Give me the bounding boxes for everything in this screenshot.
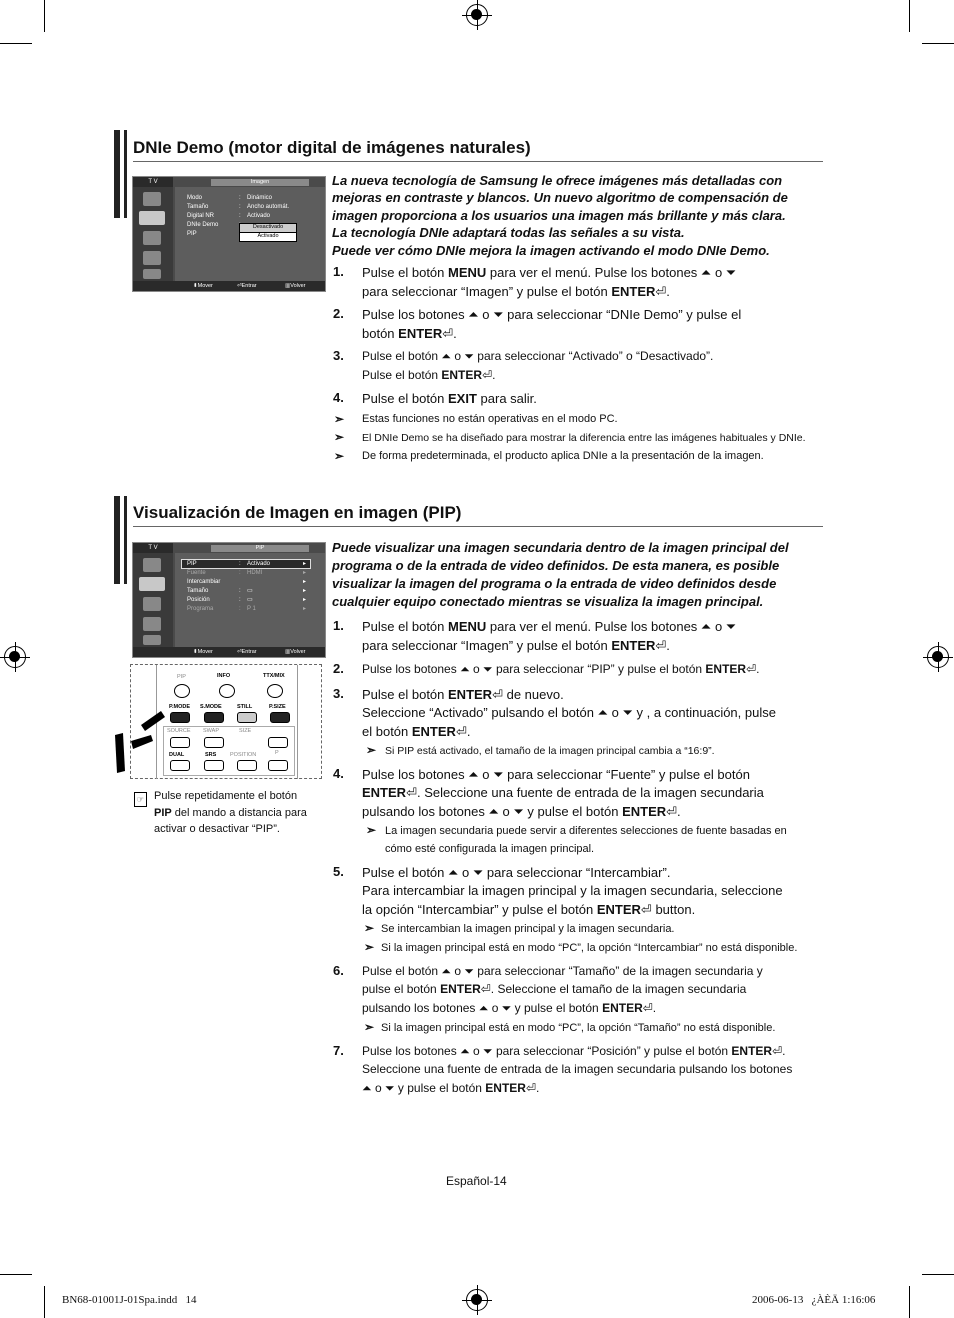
enter-icon: ⏎ (642, 1001, 653, 1015)
step-number: 5. (333, 864, 344, 879)
srs-button[interactable] (204, 760, 224, 771)
step-text: Pulse el botón ENTER⏎. (362, 368, 496, 382)
arrow-down-icon: ⏷ (464, 349, 474, 363)
crop-mark (44, 0, 45, 32)
intro-line: programa o de la entrada de video definidos. De esta manera, es posible (332, 558, 780, 573)
intro-line: visualizar la imagen del programa o la entrada de video definidos desde (332, 576, 777, 591)
arrow-down-icon: ⏷ (384, 1081, 395, 1095)
osd-row: Posición : ▭ ▸ (187, 597, 307, 603)
arrow-down-icon: ⏷ (725, 619, 737, 634)
step-text: pulsando los botones ⏶ o ⏷ y pulse el botón ENTER⏎. (362, 804, 681, 819)
intro-line: Puede visualizar una imagen secundaria dentro de la imagen principal del (332, 540, 789, 555)
osd-sidebar (133, 187, 173, 281)
osd-menu-imagen (132, 176, 326, 292)
crop-mark (44, 1286, 45, 1318)
arrow-down-icon: ⏷ (483, 662, 493, 676)
crop-mark (909, 0, 910, 32)
note-text: Si PIP está activado, el tamaño de la imagen principal cambia a “16:9”. (385, 745, 715, 757)
arrow-up-icon: ⏶ (488, 804, 499, 819)
enter-icon: ⏎ (525, 1081, 537, 1095)
setup-icon (143, 269, 161, 279)
osd-row: Tamaño : ▭ ▸ (187, 588, 307, 594)
picture-icon (139, 211, 165, 225)
remote-label: P (275, 750, 279, 756)
step-text: Pulse los botones ⏶ o ⏷ para seleccionar “Posición” y pulse el botón ENTER⏎. (362, 1044, 786, 1058)
pointer-hand-icon (111, 705, 191, 775)
crop-mark (922, 43, 954, 44)
arrow-down-icon: ⏷ (493, 307, 504, 322)
note-text: De forma predeterminada, el producto aplica DNIe a la presentación de la imagen. (362, 450, 764, 462)
enter-icon: ⏎ (482, 368, 493, 382)
remote-control-illustration (130, 664, 322, 779)
remote-label: S.MODE (200, 704, 222, 710)
note-text: cómo esté configurada la imagen principal. (385, 843, 595, 855)
step-text: Pulse los botones ⏶ o ⏷ para seleccionar “DNIe Demo” y pulse el (362, 307, 742, 322)
pip-button[interactable] (174, 684, 190, 698)
osd-row: Fuente : HDMI ▸ (187, 570, 307, 576)
note-arrow-icon: ➣ (364, 1020, 375, 1034)
osd-footer: ⬍ Mover ⏎ Entrar ▥ Volver (133, 281, 325, 291)
step-text: ENTER⏎. Seleccione una fuente de entrada de la imagen secundaria (362, 785, 764, 800)
step-number: 4. (333, 390, 344, 405)
osd-tv-label: T V (133, 177, 173, 187)
size-up-button[interactable] (268, 737, 288, 748)
picture-icon (139, 577, 165, 591)
crop-mark (922, 1274, 954, 1275)
osd-row: Intercambiar ▸ (187, 579, 307, 585)
remote-label: SRS (205, 752, 217, 758)
section-rule (133, 526, 823, 527)
enter-icon: ⏎ (640, 902, 652, 917)
step-text: Pulse el botón MENU para ver el menú. Pulse los botones ⏶ o ⏷ (362, 265, 737, 280)
arrow-up-icon: ⏶ (441, 349, 451, 363)
arrow-up-icon: ⏶ (448, 865, 459, 880)
arrow-up-icon: ⏶ (700, 265, 712, 280)
arrow-down-icon: ⏷ (493, 767, 504, 782)
option-desactivado: Desactivado (239, 223, 297, 233)
enter-icon: ⏎ (655, 284, 667, 299)
note-text: El DNIe Demo se ha diseñado para mostrar la diferencia entre las imágenes habituales y DNIe. (362, 432, 806, 444)
remote-label: SOURCE (167, 728, 191, 734)
osd-row: PIP (187, 231, 197, 237)
note-text: Estas funciones no están operativas en el modo PC. (362, 413, 618, 425)
step-text: Pulse los botones ⏶ o ⏷ para seleccionar “Fuente” y pulse el botón (362, 767, 750, 782)
step-text: la opción “Intercambiar” y pulse el botón ENTER⏎ button. (362, 902, 696, 917)
step-text: ⏶ o ⏷ y pulse el botón ENTER⏎. (362, 1081, 540, 1095)
size-down-button[interactable] (268, 760, 288, 771)
arrow-down-icon: ⏷ (501, 1001, 512, 1015)
step-text: para seleccionar “Imagen” y pulse el botón ENTER⏎. (362, 638, 670, 653)
step-text: Pulse el botón ENTER⏎ de nuevo. (362, 687, 564, 702)
arrow-down-icon: ⏷ (483, 1044, 493, 1058)
registration-mark-icon (466, 1289, 488, 1311)
remote-label: SIZE (239, 728, 252, 734)
note-text: Si la imagen principal está en modo “PC”, la opción “Intercambiar” no está disponible. (381, 942, 798, 954)
intro-line: La tecnología DNIe adaptará todas las señales a su vista. (332, 225, 685, 240)
step-number: 7. (333, 1043, 344, 1058)
step-number: 2. (333, 661, 344, 676)
osd-highlight-row (181, 559, 311, 569)
registration-mark-icon (927, 646, 949, 668)
arrow-down-icon: ⏷ (472, 865, 484, 880)
osd-row: Tamaño : Ancho automát. (187, 204, 290, 210)
intro-line: cualquier equipo conectado mientras se visualiza la imagen principal. (332, 594, 764, 609)
step-text: Seleccione una fuente de entrada de la imagen secundaria pulsando los botones (362, 1062, 793, 1076)
step-number: 4. (333, 766, 344, 781)
osd-row: PIP : Activado ▸ (187, 561, 307, 567)
note-text: Se intercambian la imagen principal y la imagen secundaria. (381, 923, 675, 935)
osd-panel (175, 553, 325, 647)
enter-icon: ⏎ (655, 638, 667, 653)
step-text: Pulse el botón ⏶ o ⏷ para seleccionar “Activado” o “Desactivado”. (362, 349, 714, 363)
section-title: Visualización de Imagen en imagen (PIP) (133, 503, 462, 522)
option-activado: Activado (239, 232, 297, 242)
enter-icon: ⏎ (442, 326, 454, 341)
step-text: Pulse el botón ⏶ o ⏷ para seleccionar “Intercambiar”. (362, 865, 671, 880)
step-number: 2. (333, 306, 344, 321)
section-title: DNIe Demo (motor digital de imágenes naturales) (133, 138, 531, 157)
osd-tv-label: T V (133, 543, 173, 553)
enter-icon: ⏎ (480, 982, 491, 996)
info-button[interactable] (219, 684, 235, 698)
intro-line: imagen proporciona a los usuarios una imagen más brillante y más clara. (332, 208, 786, 223)
remote-label: P.MODE (169, 704, 190, 710)
enter-icon: ⏎ (455, 724, 467, 739)
swap-button[interactable] (204, 737, 224, 748)
step-text: Para intercambiar la imagen principal y la imagen secundaria, seleccione (362, 883, 783, 898)
enter-icon: ⏎ (406, 785, 417, 800)
enter-icon: ⏎ (492, 687, 503, 702)
osd-menu-pip (132, 542, 326, 658)
arrow-up-icon: ⏶ (468, 307, 479, 322)
sound-icon (143, 597, 161, 611)
step-number: 6. (333, 963, 344, 978)
remote-label: STILL (237, 704, 253, 710)
hand-icon: ☞ (134, 792, 147, 807)
remote-label: P.SIZE (269, 704, 286, 710)
remote-label: INFO (217, 673, 231, 679)
registration-mark-icon (4, 646, 26, 668)
channel-icon (143, 251, 161, 265)
arrow-down-icon: ⏷ (464, 964, 474, 978)
intro-line: Puede ver cómo DNIe mejora la imagen activando el modo DNIe Demo. (332, 243, 770, 258)
input-icon (143, 558, 161, 572)
arrow-down-icon: ⏷ (725, 265, 737, 280)
input-icon (143, 192, 161, 206)
crop-mark (0, 1274, 32, 1275)
setup-icon (143, 635, 161, 645)
registration-mark-icon (466, 4, 488, 26)
arrow-up-icon: ⏶ (460, 1044, 470, 1058)
smode-button[interactable] (204, 712, 224, 723)
step-text: pulse el botón ENTER⏎. Seleccione el tamaño de la imagen secundaria (362, 982, 747, 996)
step-text: para seleccionar “Imagen” y pulse el botón ENTER⏎. (362, 284, 670, 299)
sound-icon (143, 231, 161, 245)
note-text: La imagen secundaria puede servir a diferentes selecciones de fuente basadas en (385, 825, 787, 837)
step-text: Pulse el botón EXIT para salir. (362, 391, 537, 406)
note-arrow-icon: ➣ (334, 449, 345, 463)
remote-label: DUAL (169, 752, 185, 758)
section-bar (124, 496, 127, 584)
position-button[interactable] (237, 760, 257, 771)
ttx-button[interactable] (267, 684, 283, 698)
step-text: Seleccione “Activado” pulsando el botón ⏶ o ⏷ y , a continuación, pulse (362, 705, 776, 720)
remote-label: SWAP (203, 728, 219, 734)
arrow-up-icon: ⏶ (362, 1081, 372, 1095)
section-bar (124, 130, 127, 218)
still-button[interactable] (237, 712, 257, 723)
arrow-up-icon: ⏶ (460, 662, 470, 676)
intro-line: mejoras en contraste y blancos. Un nuevo algoritmo de compensación de (332, 190, 788, 205)
section-bar (114, 496, 120, 584)
step-text: Pulse el botón ⏶ o ⏷ para seleccionar “Tamaño” de la imagen secundaria y (362, 964, 763, 978)
page-number: Español-14 (446, 1174, 507, 1188)
osd-header: PIP (211, 545, 309, 552)
remote-label: POSITION (230, 752, 257, 758)
enter-icon: ⏎ (666, 804, 678, 819)
channel-icon (143, 617, 161, 631)
osd-row: DNIe Demo (187, 222, 219, 228)
enter-icon: ⏎ (746, 662, 757, 676)
note-arrow-icon: ➣ (366, 743, 377, 757)
arrow-up-icon: ⏶ (468, 767, 479, 782)
step-text: botón ENTER⏎. (362, 326, 457, 341)
step-number: 1. (333, 618, 344, 633)
step-number: 3. (333, 686, 344, 701)
step-number: 1. (333, 264, 344, 279)
remote-note: Pulse repetidamente el botón PIP del mando a distancia para activar o desactivar “PIP”. (154, 790, 307, 835)
step-text: Pulse los botones ⏶ o ⏷ para seleccionar “PIP” y pulse el botón ENTER⏎. (362, 662, 760, 676)
psize-button[interactable] (270, 712, 290, 723)
arrow-up-icon: ⏶ (597, 705, 608, 720)
osd-row: Modo : Dinámico (187, 195, 273, 201)
arrow-down-icon: ⏷ (513, 804, 524, 819)
note-arrow-icon: ➣ (364, 940, 375, 954)
intro-line: La nueva tecnología de Samsung le ofrece imágenes más detalladas con (332, 173, 783, 188)
crop-mark (0, 43, 32, 44)
arrow-up-icon: ⏶ (478, 1001, 489, 1015)
print-file-name: BN68-01001J-01Spa.indd 14 (62, 1294, 197, 1306)
print-date: 2006-06-13 ¿ÀÈÄ 1:16:06 (752, 1294, 876, 1306)
arrow-up-icon: ⏶ (441, 964, 451, 978)
osd-row: Programa : P 1 ▸ (187, 606, 307, 612)
arrow-down-icon: ⏷ (622, 705, 633, 720)
osd-header: Imagen (211, 179, 309, 186)
crop-mark (909, 1286, 910, 1318)
note-arrow-icon: ➣ (366, 823, 377, 837)
section-bar (114, 130, 120, 218)
arrow-up-icon: ⏶ (700, 619, 712, 634)
osd-footer: ⬍ Mover ⏎ Entrar ▥ Volver (133, 647, 325, 657)
note-text: Si la imagen principal está en modo “PC”, la opción “Tamaño” no está disponible. (381, 1022, 776, 1034)
step-text: el botón ENTER⏎. (362, 724, 471, 739)
osd-sidebar (133, 553, 173, 647)
remote-label: TTX/MIX (263, 673, 285, 679)
note-arrow-icon: ➣ (334, 430, 345, 444)
step-number: 3. (333, 348, 344, 363)
remote-label: PIP (177, 674, 186, 680)
step-text: pulsando los botones ⏶ o ⏷ y pulse el botón ENTER⏎. (362, 1001, 657, 1015)
section-rule (133, 161, 823, 162)
note-arrow-icon: ➣ (364, 921, 375, 935)
step-text: Pulse el botón MENU para ver el menú. Pulse los botones ⏶ o ⏷ (362, 619, 737, 634)
osd-row: Digital NR : Activado (187, 213, 271, 219)
note-arrow-icon: ➣ (334, 412, 345, 426)
enter-icon: ⏎ (772, 1044, 783, 1058)
osd-panel (175, 187, 325, 281)
